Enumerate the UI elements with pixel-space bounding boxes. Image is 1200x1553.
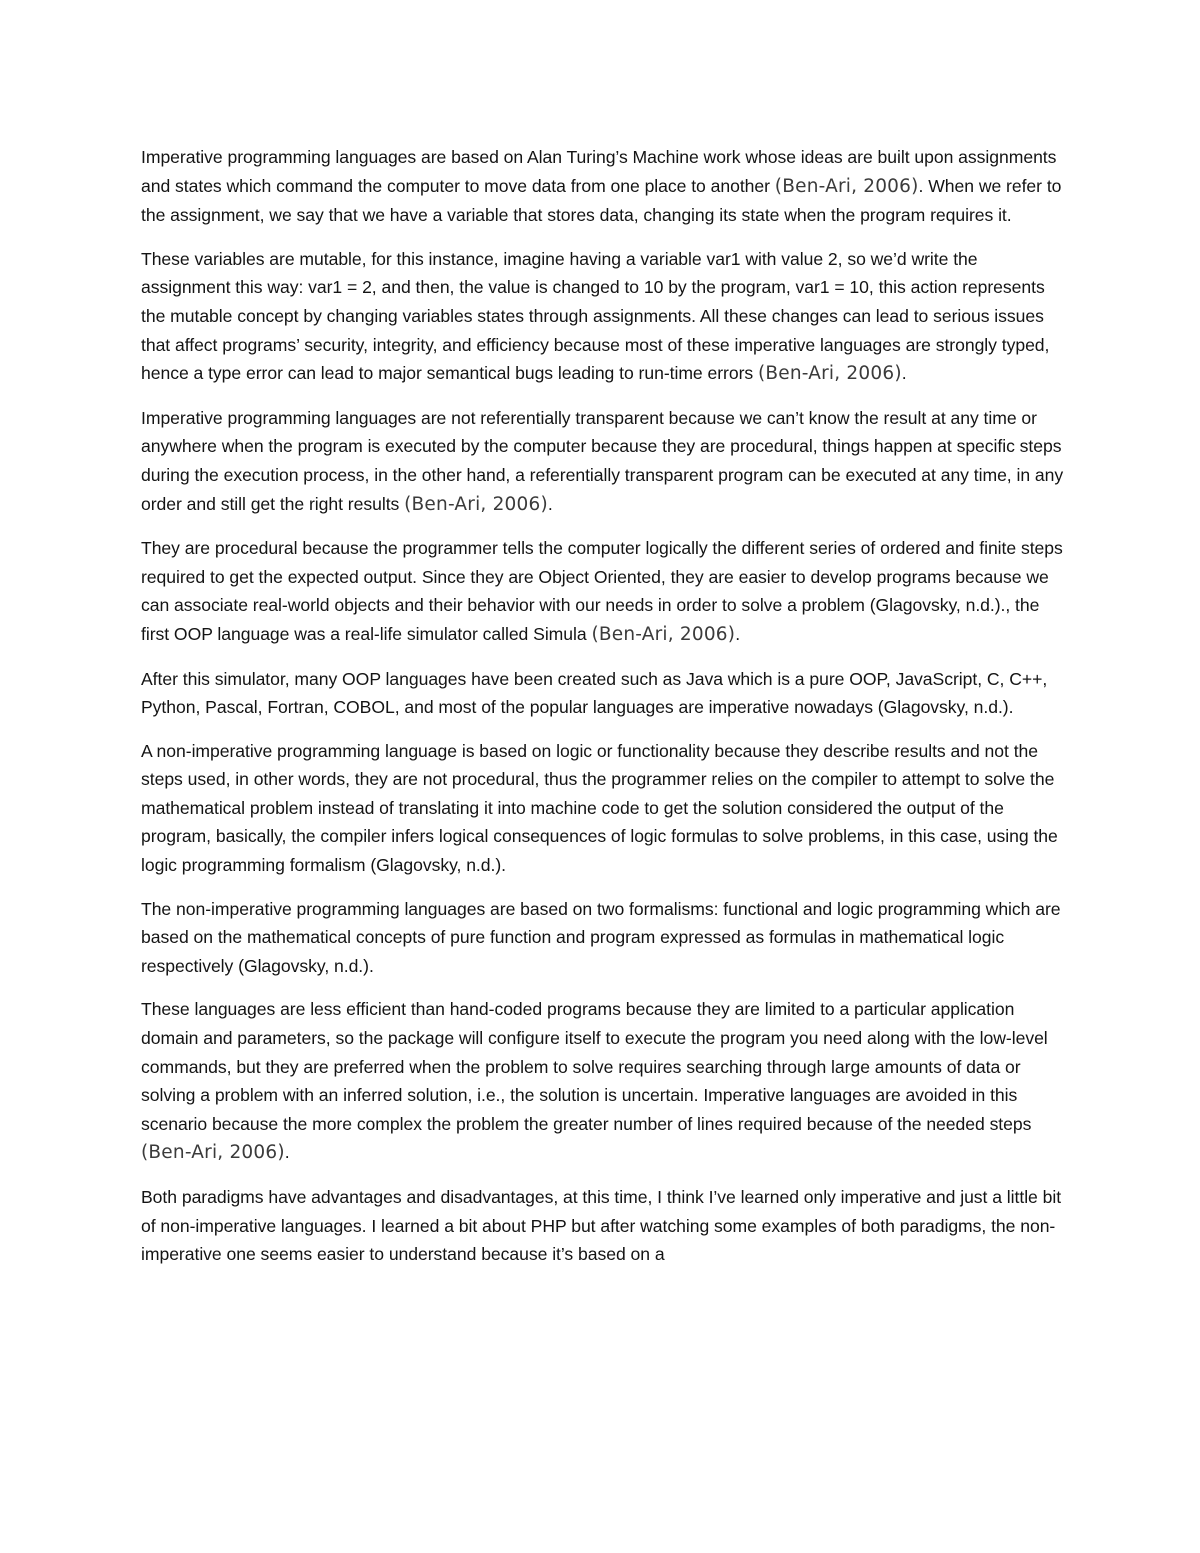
paragraph-text: . — [901, 363, 907, 384]
paragraph-6 — [141, 737, 1066, 880]
paragraph-text: A non-imperative programming language is based on logic or functionality because they describe results and not the steps used, in other words, they are not procedural, thus the programmer relies on the compiler to attempt to solve the mathematical problem instead of translating it into machine code to get the solution considered the output of the program, basically, the compiler infers logical consequences of logic formulas to solve problems, in this case, using the logic programming formalism (Glagovsky, n.d.). — [141, 740, 1058, 876]
paragraph-5 — [141, 665, 1066, 722]
paragraph-9 — [141, 1183, 1066, 1269]
paragraph-8 — [141, 995, 1066, 1168]
paragraph-text: . When we refer to the assignment, we say that we have a variable that stores data, changing its state when the program requires it. — [141, 175, 1062, 226]
paragraph-text: They are procedural because the programmer tells the computer logically the different series of ordered and finite steps required to get the expected output. Since they are Object Oriented, they are easier to develop programs because we can associate real-world objects and their behavior with our needs in order to solve a problem (Glagovsky, n.d.)., the first OOP language was a real-life simulator called Simula — [141, 538, 1063, 644]
paragraph-text: . — [735, 623, 741, 644]
paragraph-text: . — [547, 493, 553, 514]
citation: (Ben-Ari, 2006) — [757, 363, 902, 385]
paragraph-text: . — [284, 1142, 290, 1163]
paragraph-text: Imperative programming languages are not referentially transparent because we can’t know the result at any time or anywhere when the program is executed by the computer because they are procedural, things happen at specific steps during the execution process, in the other hand, a referentially transparent program can be executed at any time, in any order and still get the right results — [141, 407, 1064, 514]
document-body — [141, 143, 1066, 1284]
paragraph-text: After this simulator, many OOP languages have been created such as Java which is a pure OOP, JavaScript, C, C++, Python, Pascal, Fortran, COBOL, and most of the popular languages are imperative nowadays (Glagovsky, n.d.). — [141, 668, 1048, 718]
paragraph-1 — [141, 143, 1066, 230]
paragraph-2 — [141, 245, 1066, 389]
citation: (Ben-Ari, 2006) — [774, 175, 919, 197]
paragraph-4 — [141, 534, 1066, 649]
paragraph-text: Imperative programming languages are based on Alan Turing’s Machine work whose ideas are built upon assignments and states which command the computer to move data from one place to another — [141, 147, 1057, 196]
paragraph-text: These languages are less efficient than hand-coded programs because they are limited to a particular application domain and parameters, so the package will configure itself to execute the program you need along with the low-level commands, but they are preferred when the problem to solve requires searching through large amounts of data or solving a problem with an inferred solution, i.e., the solution is uncertain. Imperative languages are avoided in this scenario because the more complex the problem the greater number of lines required because of the needed steps — [141, 999, 1048, 1134]
citation: (Ben-Ari, 2006) — [404, 493, 548, 515]
paragraph-text: The non-imperative programming languages are based on two formalisms: functional and logic programming which are based on the mathematical concepts of pure function and program expressed as formulas in mathematical logic respectively (Glagovsky, n.d.). — [141, 898, 1061, 976]
paragraph-3 — [141, 404, 1066, 519]
paragraph-7 — [141, 895, 1066, 981]
paragraph-text: These variables are mutable, for this instance, imagine having a variable var1 with value 2, so we’d write the assignment this way: var1 = 2, and then, the value is changed to 10 by the program, var1 = 10, this action represents the mutable concept by changing variables states through assignments. All these changes can lead to serious issues that affect programs’ security, integrity, and efficiency because most of these imperative languages are strongly typed, hence a type error can lead to major semantical bugs leading to run-time errors — [141, 248, 1050, 384]
paragraph-text: Both paradigms have advantages and disadvantages, at this time, I think I’ve learned only imperative and just a little bit of non-imperative languages. I learned a bit about PHP but after watching some examples of both paradigms, the non-imperative one seems easier to understand because it’s based on a — [141, 1187, 1062, 1265]
citation: (Ben-Ari, 2006) — [141, 1142, 285, 1164]
citation: (Ben-Ari, 2006) — [591, 623, 736, 645]
